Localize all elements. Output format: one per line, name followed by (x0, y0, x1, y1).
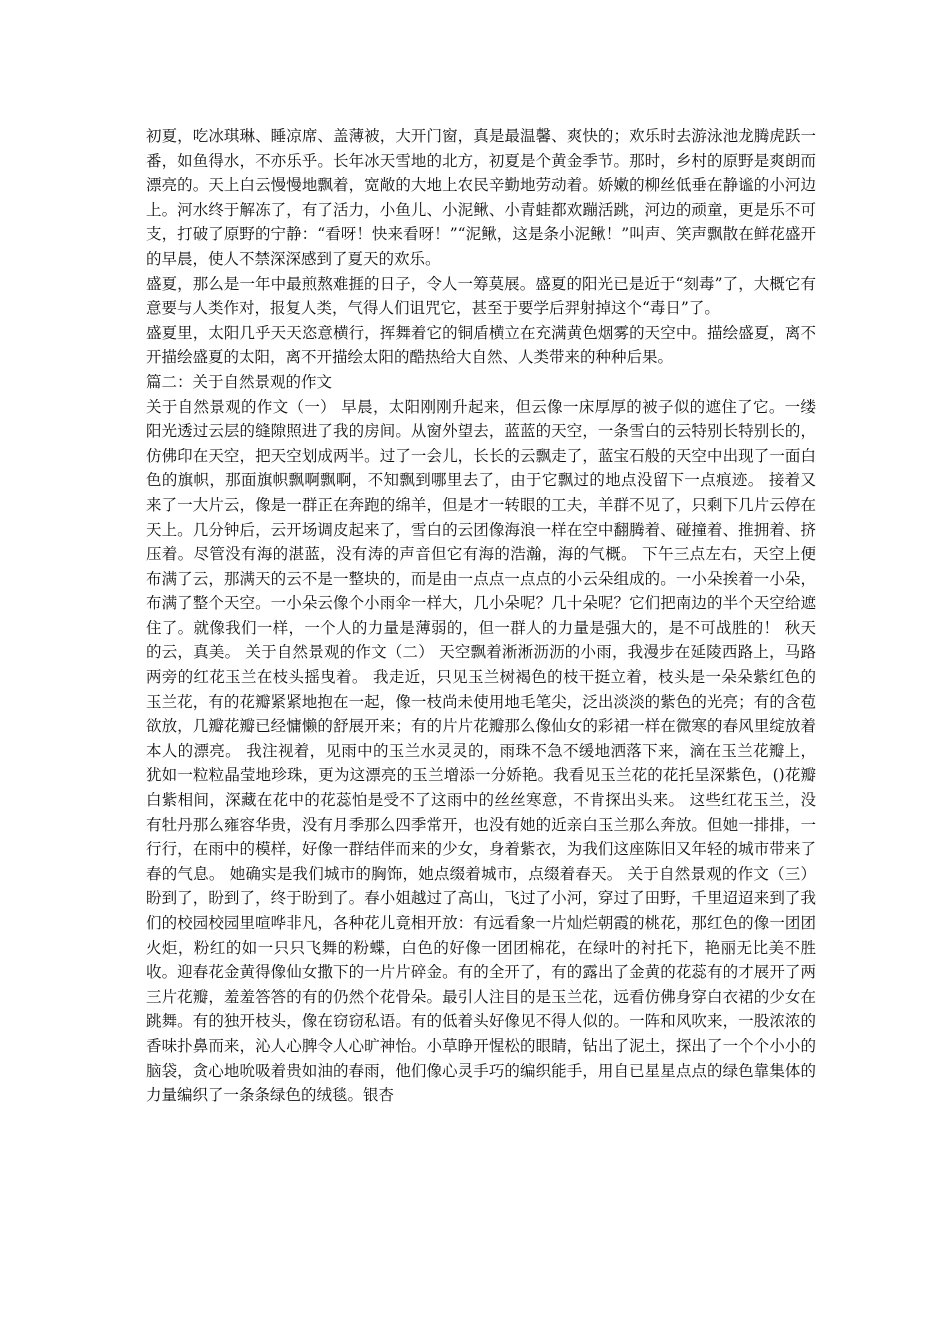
paragraph-early-summer: 初夏，吃冰琪琳、睡凉席、盖薄被，大开门窗，真是最温馨、爽快的；欢乐时去游泳池龙腾虎跃一番，如鱼得水，不亦乐乎。长年冰天雪地的北方，初夏是个黄金季节。那时，乡村的原野是爽朗而漂亮的。天上白云慢慢地飘着，宽敞的大地上农民辛勤地劳动着。娇嫩的柳丝低垂在静谧的小河边上。河水终于解冻了，有了活力，小鱼儿、小泥鳅、小青蛙都欢蹦活跳，河边的顽童，更是乐不可支，打破了原野的宁静：“看呀！快来看呀！”“泥鳅，这是条小泥鳅！”叫声、笑声飘散在鲜花盛开的早晨，使人不禁深深感到了夏天的欢乐。 (146, 127, 816, 268)
paragraph-midsummer: 盛夏，那么是一年中最煎熬难捱的日子，令人一筹莫展。盛夏的阳光已是近于“刻毒”了，大概它有意要与人类作对，报复人类，气得人们诅咒它，甚至于要学后羿射掉这个“毒日”了。 (146, 274, 816, 318)
paragraph-midsummer-sun: 盛夏里，太阳几乎天天恣意横行，挥舞着它的铜盾横立在充满黄色烟雾的天空中。描绘盛夏，离不开描绘盛夏的太阳，离不开描绘太阳的酷热给大自然、人类带来的种种后果。 (146, 323, 816, 367)
document-body (146, 124, 816, 1108)
section-heading: 篇二：关于自然景观的作文 (146, 372, 333, 391)
paragraph-natural-scenery: 关于自然景观的作文（一） 早晨，太阳刚刚升起来，但云像一床厚厚的被子似的遮住了它。一缕阳光透过云层的缝隙照进了我的房间。从窗外望去，蓝蓝的天空，一条雪白的云特别长特别长的，仿佛印在天空，把天空划成两半。过了一会儿，长长的云飘走了，蓝宝石般的天空中出现了一面白色的旗帜，那面旗帜飘啊飘啊，不知飘到哪里去了，由于它飘过的地点没留下一点痕迹。 接着又来了一大片云，像是一群正在奔跑的绵羊，但是才一转眼的工夫，羊群不见了，只剩下几片云停在天上。几分钟后，云开场调皮起来了，雪白的云团像海浪一样在空中翻腾着、碰撞着、推拥着、挤压着。尽管没有海的湛蓝，没有涛的声音但它有海的浩瀚，海的气概。 下午三点左右，天空上便布满了云，那满天的云不是一整块的，而是由一点点一点点的小云朵组成的。一小朵挨着一小朵，布满了整个天空。一小朵云像个小雨伞一样大，几小朵呢？几十朵呢？它们把南边的半个天空给遮住了。就像我们一样，一个人的力量是薄弱的，但一群人的力量是强大的，是不可战胜的！ 秋天的云，真美。 关于自然景观的作文（二） 天空飘着淅淅沥沥的小雨，我漫步在延陵西路上，马路两旁的红花玉兰在枝头摇曳着。 我走近，只见玉兰树褐色的枝干挺立着，枝头是一朵朵紫红色的玉兰花，有的花瓣紧紧地抱在一起，像一枝尚未使用地毛笔尖，泛出淡淡的紫色的光亮；有的含苞欲放，几瓣花瓣已经慵懒的舒展开来；有的片片花瓣那么像仙女的彩裙一样在微寒的春风里绽放着本人的漂亮。 我注视着，见雨中的玉兰水灵灵的，雨珠不急不缓地洒落下来，滴在玉兰花瓣上，犹如一粒粒晶莹地珍珠，更为这漂亮的玉兰增添一分娇艳。我看见玉兰花的花托呈深紫色，()花瓣白紫相间，深藏在花中的花蕊怕是受不了这雨中的丝丝寒意，不肯探出头来。 这些红花玉兰，没有牡丹那么雍容华贵，没有月季那么四季常开，也没有她的近亲白玉兰那么奔放。但她一排排，一行行，在雨中的模样，好像一群结伴而来的少女，身着紫衣，为我们这座陈旧又年轻的城市带来了春的气息。 她确实是我们城市的胸饰，她点缀着城市，点缀着春天。 关于自然景观的作文（三） 盼到了，盼到了，终于盼到了。春小姐越过了高山，飞过了小河，穿过了田野，千里迢迢来到了我们的校园校园里喧哗非凡，各种花儿竟相开放：有远看象一片灿烂朝霞的桃花，那红色的像一团团火炬，粉红的如一只只飞舞的粉蝶，白色的好像一团团棉花，在绿叶的衬托下，艳丽无比美不胜收。迎春花金黄得像仙女撒下的一片片碎金。有的全开了，有的露出了金黄的花蕊有的才展开了两三片花瓣，羞羞答答的有的仍然个花骨朵。最引人注目的是玉兰花，远看仿佛身穿白衣裙的少女在跳舞。有的独开枝头，像在窃窃私语。有的低着头好像见不得人似的。一阵和风吹来，一股浓浓的香味扑鼻而来，沁人心脾令人心旷神怡。小草睁开惺松的眼睛，钻出了泥土，探出了一个个小小的脑袋，贪心地吮吸着贵如油的春雨，他们像心灵手巧的编织能手，用自已星星点点的绿色靠集体的力量编织了一条条绿色的绒毯。银杏 (146, 397, 816, 1105)
